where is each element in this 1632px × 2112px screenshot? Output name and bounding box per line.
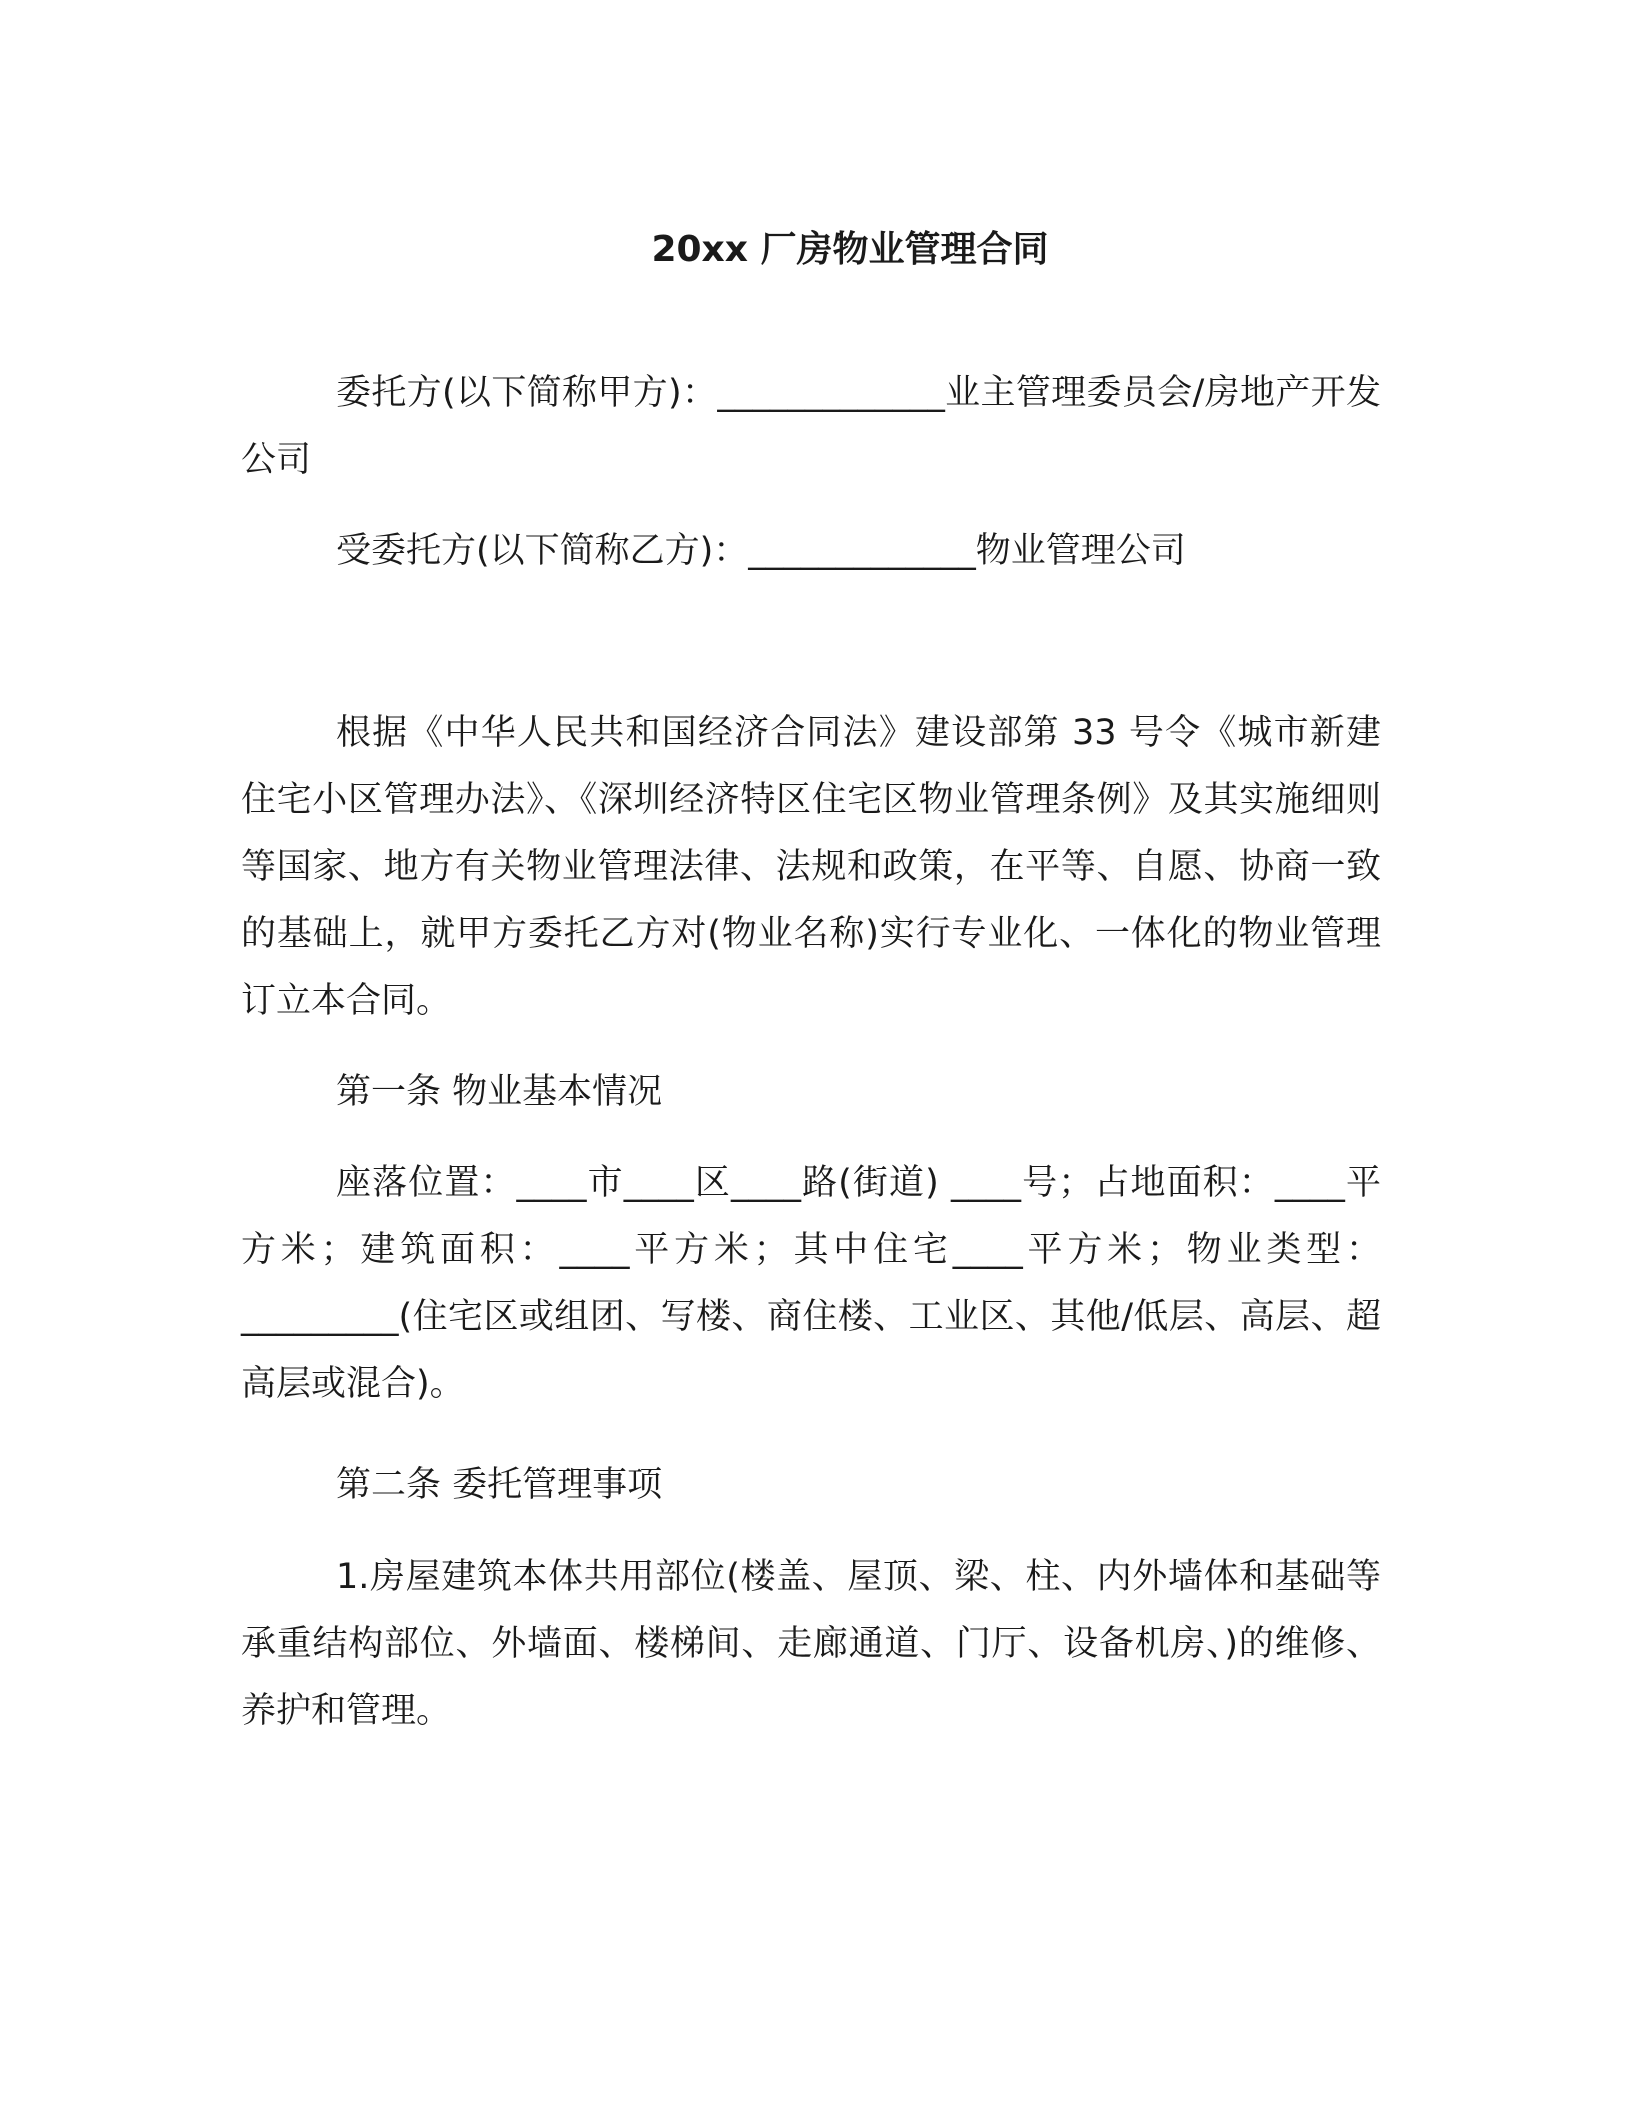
- paragraph: 根据《中华人民共和国经济合同法》建设部第 33 号令《城市新建住宅小区管理办法》、《深圳经济特区住宅区物业管理条例》及其实施细则等国家、地方有关物业管理法律、法规和政策，在平等、自愿、协商一致的基础上，就甲方委托乙方对(物业名称)实行专业化、一体化的物业管理订立本合同。: [241, 713, 1381, 1021]
- paragraph: 1.房屋建筑本体共用部位(楼盖、屋顶、梁、柱、内外墙体和基础等承重结构部位、外墙面、楼梯间、走廊通道、门厅、设备机房、)的维修、养护和管理。: [241, 1557, 1381, 1731]
- article-2-heading: [241, 1452, 1381, 1519]
- paragraph: 受委托方(以下简称乙方)：_____________物业管理公司: [336, 531, 1186, 571]
- paragraph: 委托方(以下简称甲方)：_____________业主管理委员会/房地产开发公司: [241, 373, 1381, 480]
- article-1-heading: [241, 1059, 1381, 1126]
- property-info-paragraph: [241, 1150, 1381, 1418]
- party-a-paragraph: [241, 360, 1381, 494]
- section-heading: 第一条 物业基本情况: [336, 1072, 663, 1112]
- paragraph: 座落位置：____市____区____路(街道) ____号；占地面积：____平方米；建筑面积：____平方米；其中住宅____平方米；物业类型：_________(住宅区或组团、写楼、商住楼、工业区、其他/低层、高层、超高层或混合)。: [241, 1163, 1381, 1404]
- section-heading: 第二条 委托管理事项: [336, 1465, 663, 1505]
- preamble-paragraph: [241, 700, 1381, 1035]
- management-item-1-paragraph: [241, 1544, 1381, 1745]
- party-b-paragraph: [241, 518, 1381, 585]
- document-title: 20xx 厂房物业管理合同: [651, 229, 1049, 270]
